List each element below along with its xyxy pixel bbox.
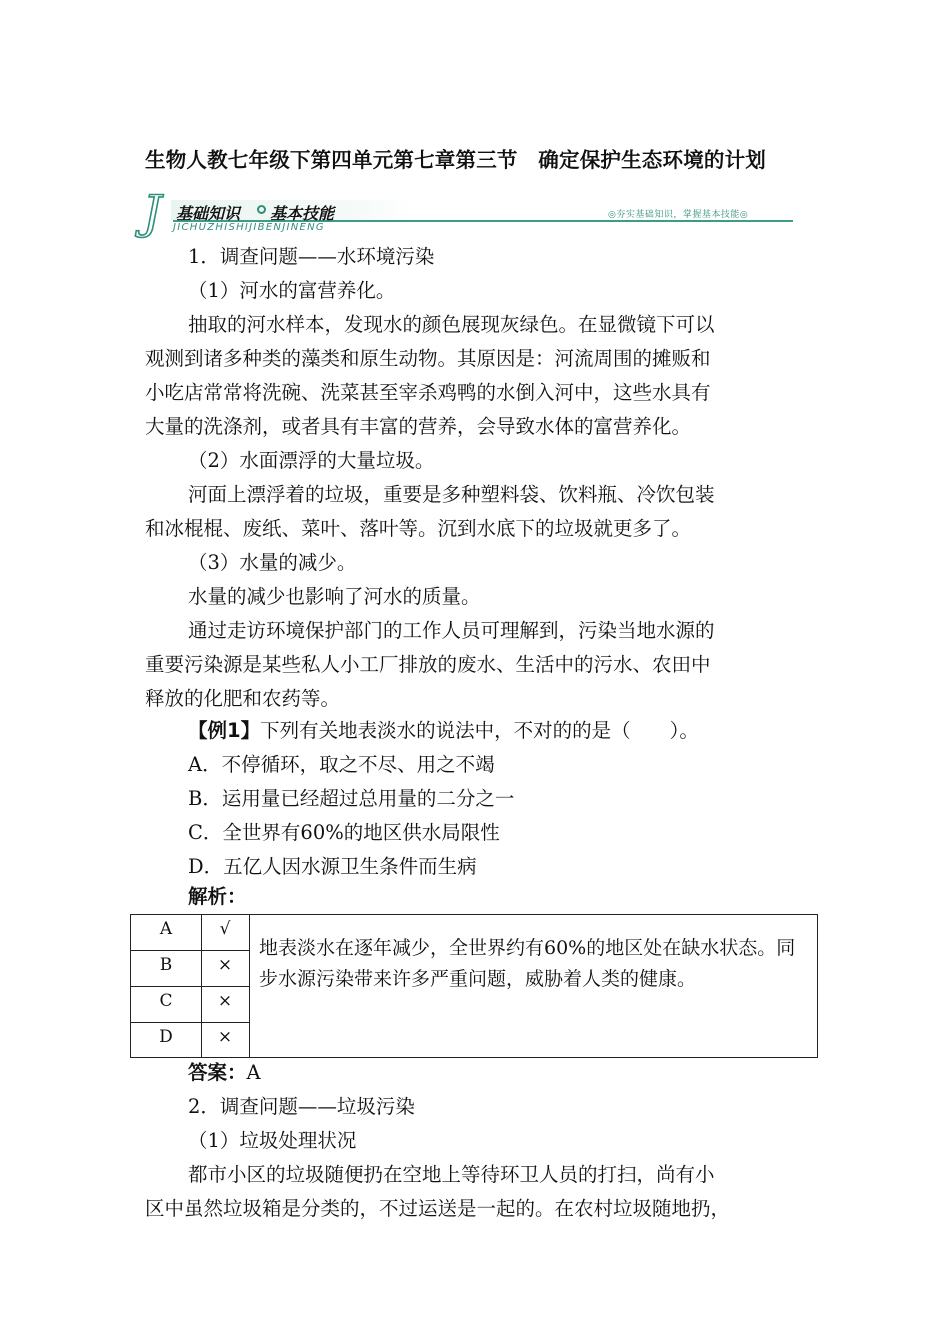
section-banner	[143, 185, 793, 239]
example-question	[188, 714, 699, 747]
paragraph: 大量的洗涤剂，或者具有丰富的营养，会导致水体的富营养化。	[145, 415, 692, 438]
cross-mark-icon: ×	[217, 991, 233, 1011]
table-divider	[131, 950, 249, 951]
paragraph: 1．调查问题——水环境污染	[188, 245, 435, 268]
table-option-cell: D	[159, 1027, 173, 1047]
table-option-cell: A	[159, 919, 173, 939]
table-option-cell: C	[159, 991, 173, 1011]
banner-pinyin: JICHUZHISHIJIBENJINENG	[173, 222, 325, 233]
analysis-table	[130, 914, 818, 1058]
paragraph: （2）水面漂浮的大量垃圾。	[188, 449, 435, 472]
answer-value: A	[246, 1061, 261, 1084]
banner-slogan: ◎夯实基础知识，掌握基本技能◎	[608, 210, 749, 220]
paragraph: 区中虽然垃圾箱是分类的，不过运送是一起的。在农村垃圾随地扔，	[145, 1197, 731, 1220]
paragraph: （1）垃圾处理状况	[188, 1129, 357, 1152]
analysis-label: 解析：	[188, 885, 247, 908]
cross-mark-icon: ×	[217, 1027, 233, 1047]
cross-mark-icon: ×	[217, 955, 233, 975]
paragraph: 释放的化肥和农药等。	[145, 687, 341, 710]
check-mark-icon: √	[219, 919, 231, 939]
answer-label: 答案：	[188, 1061, 247, 1084]
banner-label-left: 基础知识	[176, 204, 241, 223]
table-option-cell: B	[159, 955, 173, 975]
paragraph: 抽取的河水样本，发现水的颜色展现灰绿色。在显微镜下可以	[188, 313, 715, 336]
paragraph: 河面上漂浮着的垃圾，重要是多种塑料袋、饮料瓶、冷饮包装	[188, 483, 715, 506]
banner-label-right: 基本技能	[270, 204, 335, 223]
paragraph: 重要污染源是某些私人小工厂排放的废水、生活中的污水、农田中	[145, 653, 711, 676]
answer-line	[188, 1056, 261, 1089]
option-a: A．不停循环，取之不尽、用之不竭	[188, 753, 495, 776]
example-tag: 【例1】	[188, 719, 261, 742]
option-b: B．运用量已经超过总用量的二分之一	[188, 787, 515, 810]
paragraph: 都市小区的垃圾随便扔在空地上等待环卫人员的打扫，尚有小	[188, 1163, 715, 1186]
table-divider	[131, 986, 249, 987]
paragraph: 观测到诸多种类的藻类和原生动物。其原因是：河流周围的摊贩和	[145, 347, 711, 370]
table-divider	[249, 915, 250, 1057]
paragraph: 和冰棍棍、废纸、菜叶、落叶等。沉到水底下的垃圾就更多了。	[145, 517, 692, 540]
paragraph: （1）河水的富营养化。	[188, 279, 396, 302]
table-divider	[131, 1022, 249, 1023]
option-d: D．五亿人因水源卫生条件而生病	[188, 855, 477, 878]
paragraph: （3）水量的减少。	[188, 551, 357, 574]
paragraph: 通过走访环境保护部门的工作人员可理解到，污染当地水源的	[188, 619, 715, 642]
table-explanation: 地表淡水在逐年减少，全世界约有60%的地区处在缺水状态。同步水源污染带来许多严重问题，威胁着人类的健康。	[259, 937, 796, 990]
page-title: 生物人教七年级下第四单元第七章第三节 确定保护生态环境的计划	[145, 148, 766, 172]
paragraph: 2．调查问题——垃圾污染	[188, 1095, 415, 1118]
paragraph: 水量的减少也影响了河水的质量。	[188, 585, 481, 608]
option-c: C．全世界有60%的地区供水局限性	[188, 821, 500, 844]
banner-dot-icon	[257, 205, 266, 214]
banner-j-logo-icon: J	[143, 185, 162, 239]
example-question-text: 下列有关地表淡水的说法中，不对的的是（ ）。	[260, 719, 699, 742]
paragraph: 小吃店常常将洗碗、洗菜甚至宰杀鸡鸭的水倒入河中，这些水具有	[145, 381, 711, 404]
